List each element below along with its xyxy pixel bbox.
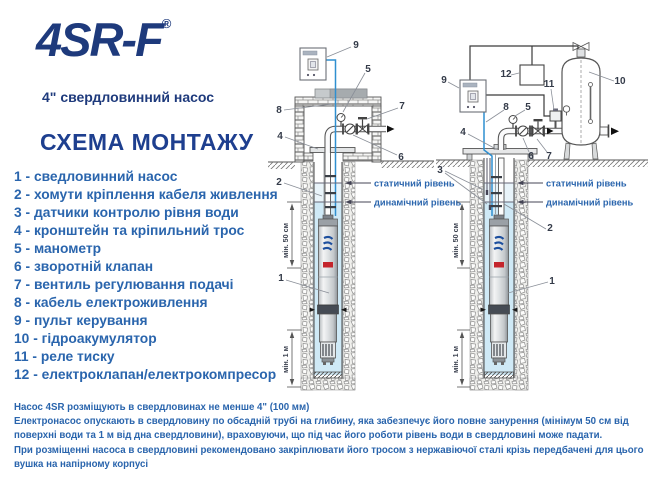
- static-level-label: статичний рівень: [546, 178, 627, 189]
- page-title: СХЕМА МОНТАЖУ: [40, 129, 254, 155]
- callout-2: 2: [547, 223, 553, 234]
- static-level-label: статичний рівень: [374, 178, 455, 189]
- dim-min1m-label: мін. 1 м: [281, 346, 290, 373]
- brand-logo: [36, 13, 172, 66]
- callout-5: 5: [365, 64, 371, 75]
- callout-6: 6: [528, 151, 534, 162]
- legend-item: 11 - реле тиску: [14, 349, 115, 364]
- legend-list: [14, 168, 278, 384]
- registered-mark: ®: [161, 16, 172, 31]
- callout-7: 7: [546, 151, 552, 162]
- legend-item: 12 - електроклапан/електрокомпресор: [14, 367, 277, 382]
- product-subtitle: 4" свердловинний насос: [42, 89, 215, 105]
- note-paragraph: Електронасос опускають в свердловину по обсадній трубі на глибину, яка забезпечує його повне занурення (мінімум 50 см від поверхні води та 1 м від дна свердловини), враховуючи, що під час його роботи рівень води в свердловині може падати.: [14, 416, 629, 442]
- callout-5: 5: [525, 102, 531, 113]
- tank-neck: [577, 49, 585, 57]
- callout-1: 1: [278, 273, 284, 284]
- callout-9: 9: [353, 40, 359, 51]
- callout-1: 1: [549, 276, 555, 287]
- tank-outlet: [600, 127, 608, 135]
- legend-item: 7 - вентиль регулювання подачі: [14, 277, 234, 292]
- callout-7: 7: [399, 101, 405, 112]
- legend-item: 6 - зворотній клапан: [14, 259, 154, 274]
- callout-3: 3: [437, 165, 443, 176]
- solenoid-box: [520, 65, 544, 85]
- outlet-arrow: [387, 126, 395, 133]
- footnotes: [14, 401, 644, 472]
- ground: [436, 160, 648, 167]
- control-panel: [460, 80, 486, 112]
- control-panel: [300, 48, 326, 80]
- legend-item: 1 - сведловинний насос: [14, 169, 178, 184]
- callout-8: 8: [503, 102, 509, 113]
- dynamic-level-label: динамічний рівень: [546, 197, 634, 208]
- installation-diagrams: [268, 25, 650, 400]
- callout-12: 12: [500, 69, 512, 80]
- legend-item: 2 - хомути кріплення кабеля живлення: [14, 187, 278, 202]
- callout-8: 8: [276, 105, 282, 116]
- legend-item: 5 - манометр: [14, 241, 102, 256]
- callout-6: 6: [398, 152, 404, 163]
- dim-min1m-label: мін. 1 м: [451, 346, 460, 373]
- callout-4: 4: [460, 127, 466, 138]
- callout-2: 2: [276, 177, 282, 188]
- check-valve: [516, 126, 530, 137]
- dim-min50-label: мін. 50 см: [281, 223, 290, 258]
- drop-pipe: [499, 158, 505, 216]
- dim-min50-label: мін. 50 см: [451, 223, 460, 258]
- note-paragraph: При розміщенні насоса в свердловині рекомендовано закріплювати його тросом з нержавіючої сталі крізь передбачені для цього вушка на напірному корпусі: [14, 444, 644, 470]
- legend-item: 4 - кронштейн та кріпильний трос: [14, 223, 245, 238]
- callout-10: 10: [614, 76, 626, 87]
- legend-item: 8 - кабель електроживлення: [14, 295, 208, 310]
- borehole-bottom: [485, 372, 514, 378]
- pressure-switch: [550, 109, 561, 129]
- callout-11: 11: [543, 79, 555, 90]
- callout-9: 9: [441, 75, 447, 86]
- legend-item: 10 - гідроакумулятор: [14, 331, 157, 346]
- borehole-bottom: [314, 372, 342, 378]
- legend-item: 3 - датчики контролю рівня води: [14, 205, 239, 220]
- brand-logo-text: 4SR-F: [36, 13, 162, 66]
- dynamic-level-label: динамічний рівень: [374, 197, 462, 208]
- right-diagram: [436, 43, 648, 391]
- left-diagram: [268, 40, 462, 390]
- note-paragraph: Насос 4SR розміщують в свердловинах не менше 4" (100 мм): [14, 402, 310, 413]
- tank-gauge: [563, 106, 569, 112]
- legend-item: 9 - пульт керування: [14, 313, 148, 328]
- hydroaccumulator-tank: [562, 43, 619, 160]
- outlet-arrow: [611, 128, 619, 136]
- callout-4: 4: [277, 131, 283, 142]
